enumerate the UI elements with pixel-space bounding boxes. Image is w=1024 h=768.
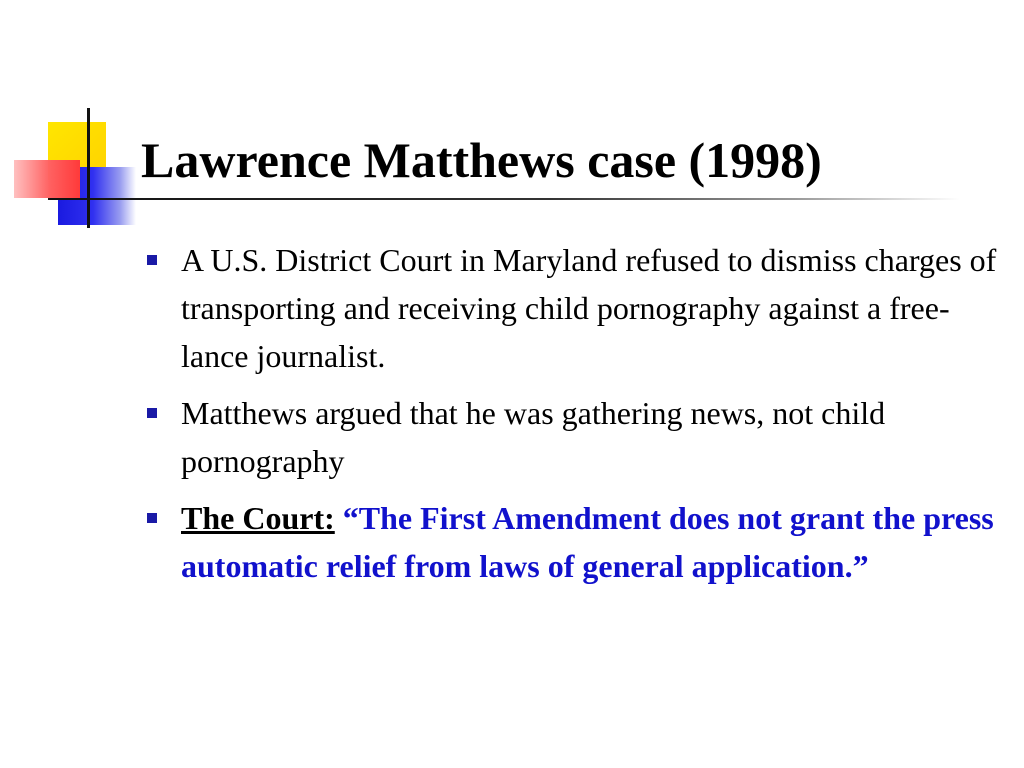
bullet-list [142,236,1002,599]
court-quote: “The First Amendment does not grant the press automatic relief from laws of general application.” [181,500,994,584]
square-bullet-icon [147,408,157,418]
square-bullet-icon [147,513,157,523]
bullet-text: A U.S. District Court in Maryland refused to dismiss charges of transporting and receiving child pornography against a free-lance journalist. [181,242,997,374]
bullet-item-court-quote [142,494,1002,590]
court-label: The Court: [181,500,335,536]
title-underline-rule [48,198,960,200]
bullet-item-district-court [142,236,1002,380]
slide-title: Lawrence Matthews case (1998) [141,132,822,188]
corner-decoration [0,0,160,240]
red-square-decoration [14,160,80,198]
bullet-text: Matthews argued that he was gathering news, not child pornography [181,395,886,479]
bullet-item-matthews-argument [142,389,1002,485]
vertical-rule [87,108,90,228]
square-bullet-icon [147,255,157,265]
